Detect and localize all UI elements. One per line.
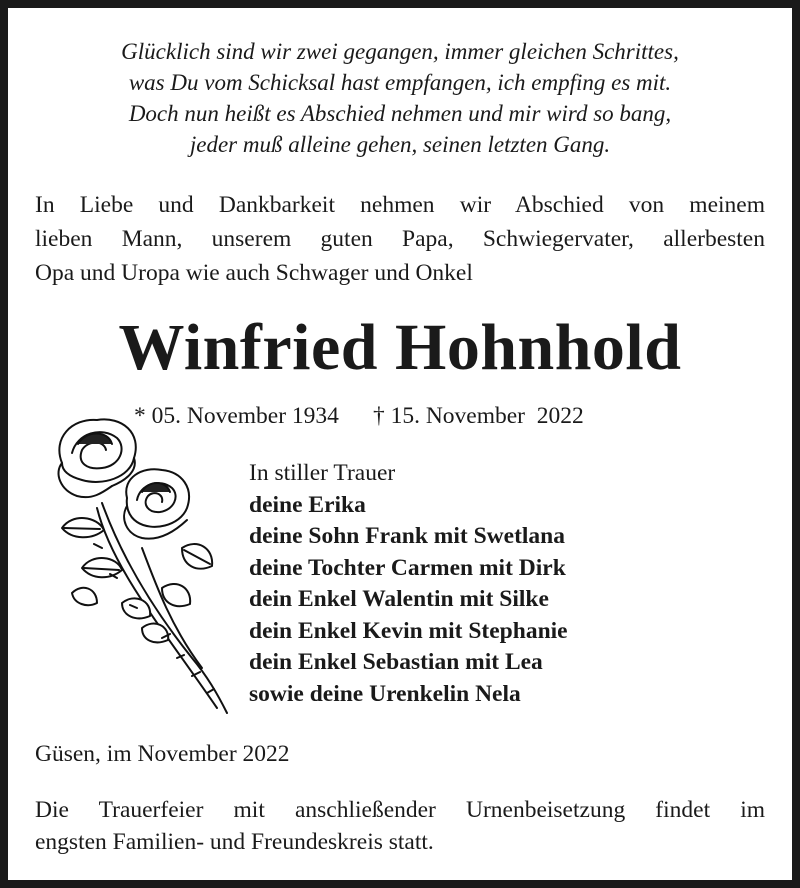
closing-line: engsten Familien- und Freundeskreis statt. [35, 829, 434, 855]
intro-line: lieben Mann, unserem guten Papa, Schwiegervater, allerbesten [35, 226, 765, 252]
mourner-name: deine Tochter Carmen mit Dirk [249, 554, 566, 581]
mourner-name: deine Erika [249, 491, 366, 518]
mourner-name: deine Sohn Frank mit Swetlana [249, 523, 565, 549]
closing-line: Die Trauerfeier mit anschließender Urnenbeisetzung findet im [35, 797, 765, 823]
mourners-heading: In stiller Trauer [249, 460, 396, 486]
mourner-name: sowie deine Urenkelin Nela [249, 680, 521, 707]
intro-text [35, 188, 765, 290]
poem-line: jeder muß alleine gehen, seinen letzten Gang. [189, 132, 611, 157]
deceased-name: Winfried Hohnhold [118, 311, 682, 384]
poem [28, 36, 772, 160]
poem-line: was Du vom Schicksal hast empfangen, ich empfing es mit. [128, 70, 672, 95]
birth-date: * 05. November 1934 [134, 403, 339, 429]
closing-text [35, 794, 765, 858]
mourner-name: dein Enkel Walentin mit Silke [249, 586, 549, 612]
intro-line: In Liebe und Dankbarkeit nehmen wir Abschied von meinem [35, 192, 765, 218]
mourner-name: dein Enkel Sebastian mit Lea [249, 649, 543, 675]
roses-illustration-icon [42, 408, 242, 718]
place-date: Güsen, im November 2022 [35, 741, 290, 767]
poem-line: Glücklich sind wir zwei gegangen, immer gleichen Schrittes, [121, 39, 679, 64]
mourners-list [249, 458, 568, 710]
poem-line: Doch nun heißt es Abschied nehmen und mir wird so bang, [128, 101, 672, 126]
mourner-name: dein Enkel Kevin mit Stephanie [249, 617, 568, 644]
death-date: † 15. November 2022 [372, 403, 584, 429]
intro-line: Opa und Uropa wie auch Schwager und Onkel [35, 260, 473, 286]
